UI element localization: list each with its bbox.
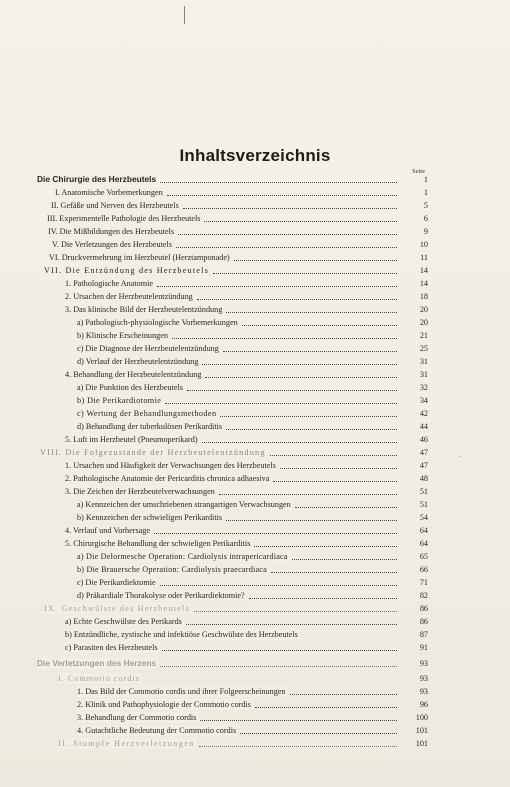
leader-dots	[160, 574, 397, 586]
pencil-mark	[184, 6, 185, 24]
toc-label: II. Stumpfe Herzverletzungen	[58, 739, 195, 748]
toc-label: 2. Klinik und Pathophysiologie der Commotio cordis	[77, 700, 251, 709]
toc-page: 6	[423, 214, 428, 223]
toc-label: c) Parasiten des Herzbeutels	[65, 643, 158, 652]
toc-entry[interactable]	[0, 447, 510, 458]
leader-dots	[178, 223, 397, 235]
leader-dots	[220, 405, 397, 417]
toc-page: 91	[419, 643, 428, 652]
toc-label: Die Chirurgie des Herzbeutels	[37, 174, 157, 184]
toc-label: c) Die Diagnose der Herzbeutelentzündung	[77, 344, 219, 353]
toc-label: III. Experimentelle Pathologie des Herzbeutels	[47, 214, 201, 223]
toc-page: 1	[423, 188, 428, 197]
toc-label: a) Kennzeichen der umschriebenen strangartigen Verwachsungen	[77, 500, 291, 509]
toc-page: 21	[419, 331, 428, 340]
toc-label: a) Die Delormesche Operation: Cardiolysis intrapericardiaca	[77, 552, 288, 561]
toc-page: 48	[419, 474, 428, 483]
leader-dots	[204, 210, 397, 222]
leader-dots	[167, 184, 397, 196]
leader-dots	[226, 301, 397, 313]
toc-label: 3. Die Zeichen der Herzbeutelverwachsungen	[65, 487, 215, 496]
toc-page: 82	[419, 591, 428, 600]
leader-dots	[205, 366, 397, 378]
toc-label: c) Wertung der Behandlungsmethoden	[77, 409, 217, 418]
toc-page: 47	[419, 461, 428, 470]
toc-label: I. Anatomische Vorbemerkungen	[55, 188, 163, 197]
toc-section-herzen[interactable]	[0, 658, 510, 669]
toc-page: 9	[423, 227, 428, 236]
leader-dots	[290, 683, 397, 695]
toc-entry[interactable]	[0, 642, 510, 653]
toc-page: 96	[419, 700, 428, 709]
toc-page: 11	[420, 253, 428, 262]
toc-page: 20	[419, 305, 428, 314]
toc-label: d) Behandlung der tuberkulösen Perikarditis	[77, 422, 223, 431]
toc-label: 3. Das klinische Bild der Herzbeutelentzündung	[65, 305, 223, 314]
toc-label: V. Die Verletzungen des Herzbeutels	[52, 240, 172, 249]
toc-label: VI. Druckvermehrung im Herzbeutel (Herztamponade)	[49, 253, 230, 262]
toc-label: a) Pathologisch-physiologische Vorbemerkungen	[77, 318, 238, 327]
leader-dots	[271, 561, 397, 573]
leader-dots	[165, 392, 397, 404]
toc-entry[interactable]	[0, 538, 510, 549]
leader-dots	[234, 249, 397, 261]
toc-entry[interactable]	[0, 616, 510, 627]
toc-label: Die Verletzungen des Herzens	[37, 658, 157, 668]
paper-speck: ·	[458, 452, 462, 463]
leader-dots	[199, 735, 397, 747]
toc-page: 34	[419, 396, 428, 405]
toc-label: IV. Die Mißbildungen des Herzbeutels	[48, 227, 175, 236]
leader-dots	[200, 709, 397, 721]
toc-page: 5	[423, 201, 428, 210]
leader-dots	[202, 353, 397, 365]
toc-page: 46	[419, 435, 428, 444]
leader-dots	[186, 613, 397, 625]
toc-page: 66	[419, 565, 428, 574]
toc-page: 20	[419, 318, 428, 327]
toc-label: a) Die Punktion des Herzbeutels	[77, 383, 183, 392]
toc-entry[interactable]	[0, 673, 510, 684]
toc-label: c) Die Perikardiektomie	[77, 578, 156, 587]
toc-page: 87	[419, 630, 428, 639]
toc-label: b) Die Perikardiotomie	[77, 396, 162, 405]
page-title: Inhaltsverzeichnis	[179, 146, 331, 165]
leader-dots	[154, 522, 397, 534]
toc-label: 4. Behandlung der Herzbeutelentzündung	[65, 370, 202, 379]
toc-entry[interactable]	[0, 486, 510, 497]
toc-page: 32	[419, 383, 428, 392]
toc-page: 93	[419, 659, 428, 668]
toc-label: 1. Ursachen und Häufigkeit der Verwachsungen des Herzbeutels	[65, 461, 276, 470]
toc-label: I. Commotio cordis	[58, 674, 140, 683]
toc-label: b) Kennzeichen der schwieligen Perikarditis	[77, 513, 223, 522]
leader-dots	[160, 171, 397, 183]
toc-page: 31	[419, 357, 428, 366]
leader-dots	[162, 639, 397, 651]
leader-dots	[202, 431, 397, 443]
leader-dots	[240, 722, 397, 734]
leader-dots	[255, 696, 397, 708]
toc-entry[interactable]	[0, 551, 510, 562]
leader-dots	[194, 600, 397, 612]
leader-dots	[223, 340, 397, 352]
toc-page: 47	[419, 448, 428, 457]
leader-dots	[172, 327, 397, 339]
toc-page: 65	[419, 552, 428, 561]
leader-dots	[226, 509, 397, 521]
leader-dots	[280, 457, 397, 469]
leader-dots	[254, 535, 397, 547]
toc-page: 10	[419, 240, 428, 249]
toc-label: b) Klinische Erscheinungen	[77, 331, 168, 340]
toc-label: d) Verlauf der Herzbeutelentzündung	[77, 357, 199, 366]
toc-page: 18	[419, 292, 428, 301]
toc-entry[interactable]	[0, 460, 510, 471]
toc-label: 3. Behandlung der Commotio cordis	[77, 713, 197, 722]
toc-label: 2. Pathologische Anatomie der Pericarditis chronica adhaesiva	[65, 474, 270, 483]
toc-label: 5. Chirurgische Behandlung der schwieligen Perikarditis	[65, 539, 251, 548]
toc-page: 51	[419, 487, 428, 496]
toc-page: 54	[419, 513, 428, 522]
toc-page: 25	[419, 344, 428, 353]
toc-label: 1. Pathologische Anatomie	[65, 279, 154, 288]
leader-dots	[249, 587, 397, 599]
leader-dots	[187, 379, 397, 391]
toc-label: 2. Ursachen der Herzbeutelentzündung	[65, 292, 193, 301]
toc-page: 100	[415, 713, 428, 722]
leader-dots	[295, 496, 397, 508]
toc-page: 93	[419, 674, 428, 683]
leader-dots	[176, 236, 397, 248]
toc-label: b) Die Brauersche Operation: Cardiolysis praecardiaca	[77, 565, 267, 574]
toc-page: 31	[419, 370, 428, 379]
leader-dots	[270, 444, 397, 456]
toc-label: 4. Verlauf und Vorhersage	[65, 526, 151, 535]
toc-page: 101	[415, 726, 428, 735]
leader-dots	[157, 275, 397, 287]
toc-label: b) Entzündliche, zystische und infektiöse Geschwülste des Herzbeutels	[65, 630, 298, 639]
toc-page: 64	[419, 539, 428, 548]
toc-label: II. Gefäße und Nerven des Herzbeutels	[51, 201, 179, 210]
leader-dots	[273, 470, 397, 482]
page-column-label: Seite	[412, 168, 425, 175]
toc-page: 71	[419, 578, 428, 587]
toc-label: IX. Geschwülste des Herzbeutels	[44, 604, 190, 613]
leader-dots	[160, 655, 397, 667]
toc-page: 42	[419, 409, 428, 418]
toc-page: 64	[419, 526, 428, 535]
leader-dots	[226, 418, 397, 430]
toc-page: 86	[419, 617, 428, 626]
toc-entry[interactable]	[0, 738, 510, 749]
toc-page: 14	[419, 266, 428, 275]
toc-page: 44	[419, 422, 428, 431]
toc-page: 14	[419, 279, 428, 288]
toc-label: VIII. Die Folgezustände der Herzbeutelentzündung	[40, 448, 266, 457]
toc-page: 101	[415, 739, 428, 748]
toc-label: 1. Das Bild der Commotio cordis und ihrer Folgeerscheinungen	[77, 687, 286, 696]
toc-label: 5. Luft im Herzbeutel (Pneumoperikard)	[65, 435, 198, 444]
toc-page: 51	[419, 500, 428, 509]
toc-page: 93	[419, 687, 428, 696]
toc-page: 86	[419, 604, 428, 613]
toc-page: 1	[423, 175, 428, 184]
leader-dots	[219, 483, 397, 495]
leader-dots	[197, 288, 397, 300]
leader-dots	[213, 262, 397, 274]
leader-dots	[183, 197, 397, 209]
toc-label: VII. Die Entzündung des Herzbeutels	[44, 266, 210, 275]
toc-label: a) Echte Geschwülste des Perikards	[65, 617, 182, 626]
toc-label: 4. Gutachtliche Bedeutung der Commotio cordis	[77, 726, 237, 735]
leader-dots	[292, 548, 397, 560]
toc-entry[interactable]	[0, 434, 510, 445]
leader-dots	[242, 314, 397, 326]
toc-label: d) Präkardiale Thorakolyse oder Perikardiektomie?	[77, 591, 245, 600]
